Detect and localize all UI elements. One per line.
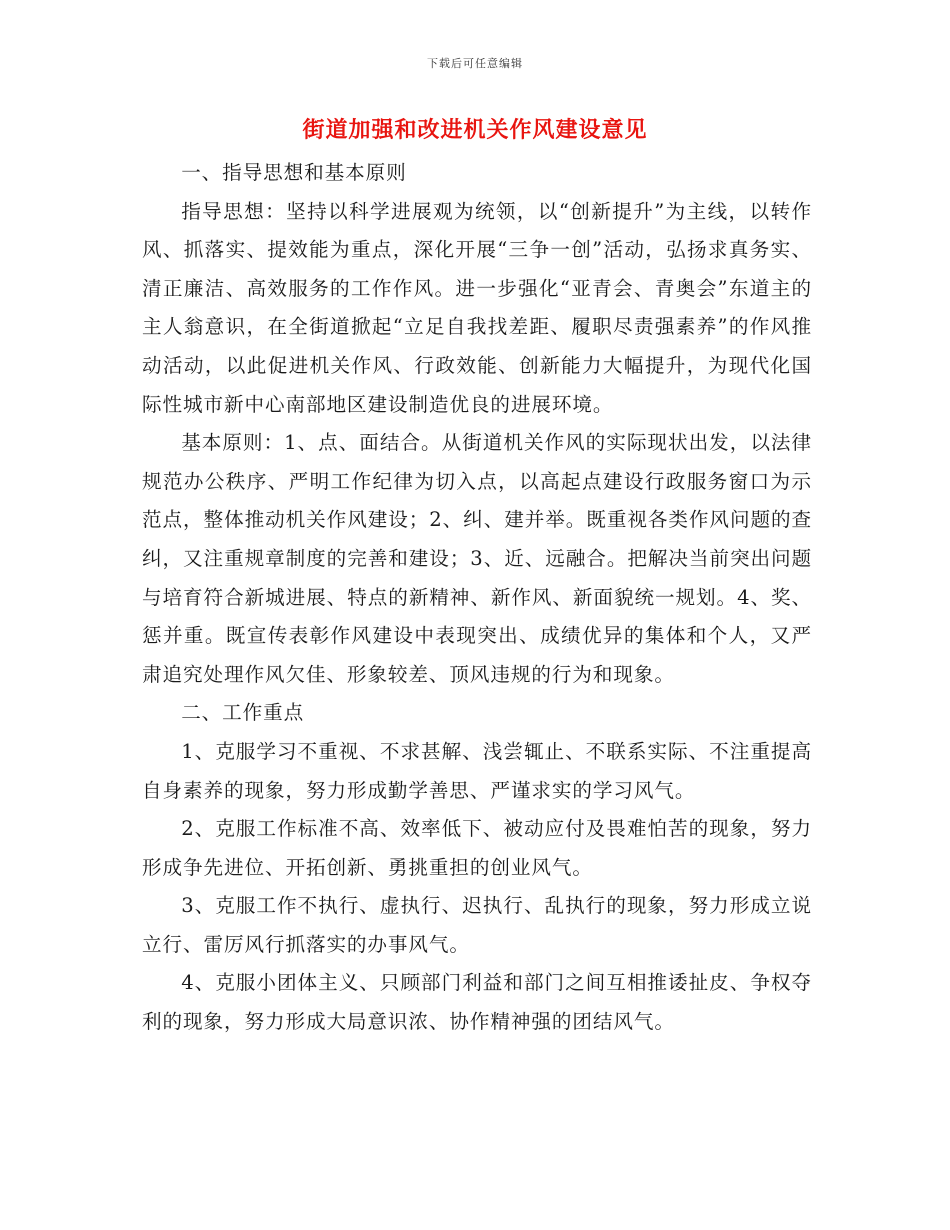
paragraph-focus-item-3: 3、克服工作不执行、虚执行、迟执行、乱执行的现象，努力形成立说立行、雷厉风行抓落实的办事风气。: [142, 894, 812, 956]
paragraph-guiding-thought: 指导思想：坚持以科学进展观为统领，以“创新提升”为主线，以转作风、抓落实、提效能为重点，深化开展“三争一创”活动，弘扬求真务实、清正廉洁、高效服务的工作作风。进一步强化“亚青会、青奥会”东道主的主人翁意识，在全街道掀起“立足自我找差距、履职尽责强素养”的作风推动活动，以此促进机关作风、行政效能、创新能力大幅提升，为现代化国际性城市新中心南部地区建设制造优良的进展环境。: [142, 199, 812, 416]
document-title: 街道加强和改进机关作风建设意见: [302, 117, 648, 143]
section-heading-guiding-principles: 一、指导思想和基本原则: [181, 161, 407, 184]
paragraph-focus-item-2: 2、克服工作标准不高、效率低下、被动应付及畏难怕苦的现象，努力形成争先进位、开拓创新、勇挑重担的创业风气。: [142, 817, 812, 879]
paragraph-focus-item-4: 4、克服小团体主义、只顾部门利益和部门之间互相推诿扯皮、争权夺利的现象，努力形成大局意识浓、协作精神强的团结风气。: [142, 971, 812, 1034]
paragraph-focus-item-1: 1、克服学习不重视、不求甚解、浅尝辄止、不联系实际、不注重提高自身素养的现象，努力形成勤学善思、严谨求实的学习风气。: [142, 739, 812, 802]
paragraph-basic-principles: 基本原则：1、点、面结合。从街道机关作风的实际现状出发，以法律规范办公秩序、严明工作纪律为切入点，以高起点建设行政服务窗口为示范点，整体推动机关作风建设；2、纠、建并举。既重视各类作风问题的查纠，又注重规章制度的完善和建设；3、近、远融合。把解决当前突出问题与培育符合新城进展、特点的新精神、新作风、新面貌统一规划。4、奖、惩并重。既宣传表彰作风建设中表现突出、成绩优异的集体和个人，又严肃追究处理作风欠佳、形象较差、顶风违规的行为和现象。: [142, 431, 812, 686]
header-note: 下载后可任意编辑: [427, 57, 523, 70]
document-body: [142, 154, 812, 1042]
section-heading-work-focus: 二、工作重点: [181, 701, 305, 725]
